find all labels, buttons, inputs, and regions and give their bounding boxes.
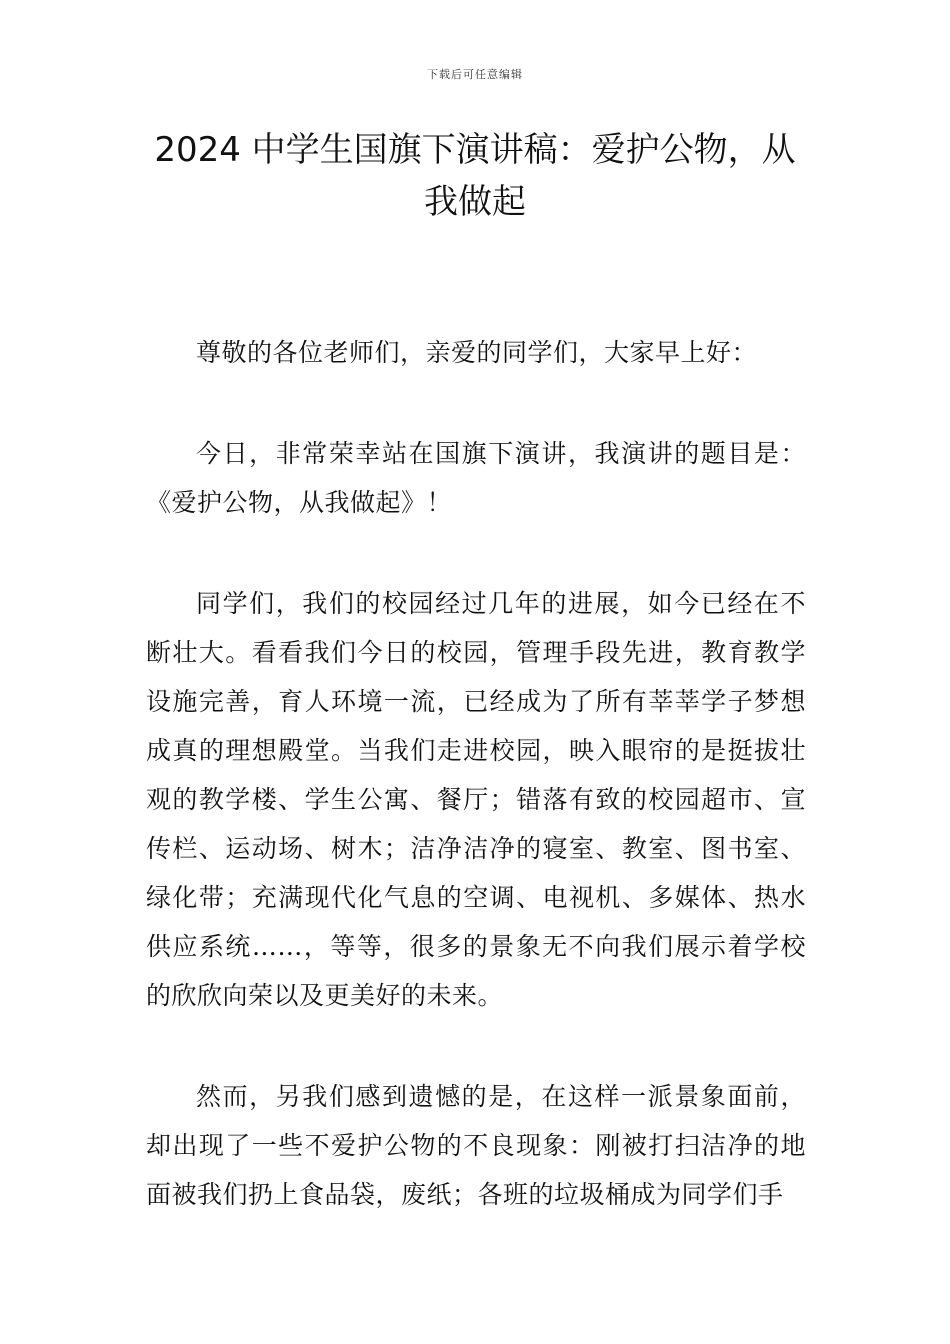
header-note: 下载后可任意编辑: [427, 68, 523, 81]
paragraph-intro: 今日，非常荣幸站在国旗下演讲，我演讲的题目是：《爱护公物，从我做起》！: [146, 439, 806, 517]
paragraph-problem: 然而，另我们感到遗憾的是，在这样一派景象面前，却出现了一些不爱护公物的不良现象：刚被打扫洁净的地面被我们扔上食品袋，废纸；各班的垃圾桶成为同学们手: [146, 1082, 806, 1209]
document-title: 2024 中学生国旗下演讲稿：爱护公物，从我做起: [154, 130, 796, 222]
document-body: [146, 328, 806, 1271]
paragraph-greeting: 尊敬的各位老师们，亲爱的同学们，大家早上好：: [196, 338, 758, 367]
paragraph-campus: 同学们，我们的校园经过几年的进展，如今已经在不断壮大。看看我们今日的校园，管理手段先进，教育教学设施完善，育人环境一流，已经成为了所有莘莘学子梦想成真的理想殿堂。当我们走进校园，映入眼帘的是挺拔壮观的教学楼、学生公寓、餐厅；错落有致的校园超市、宣传栏、运动场、树木；洁净洁净的寝室、教室、图书室、绿化带；充满现代化气息的空调、电视机、多媒体、热水供应系统……，等等，很多的景象无不向我们展示着学校的欣欣向荣以及更美好的未来。: [146, 589, 806, 1010]
